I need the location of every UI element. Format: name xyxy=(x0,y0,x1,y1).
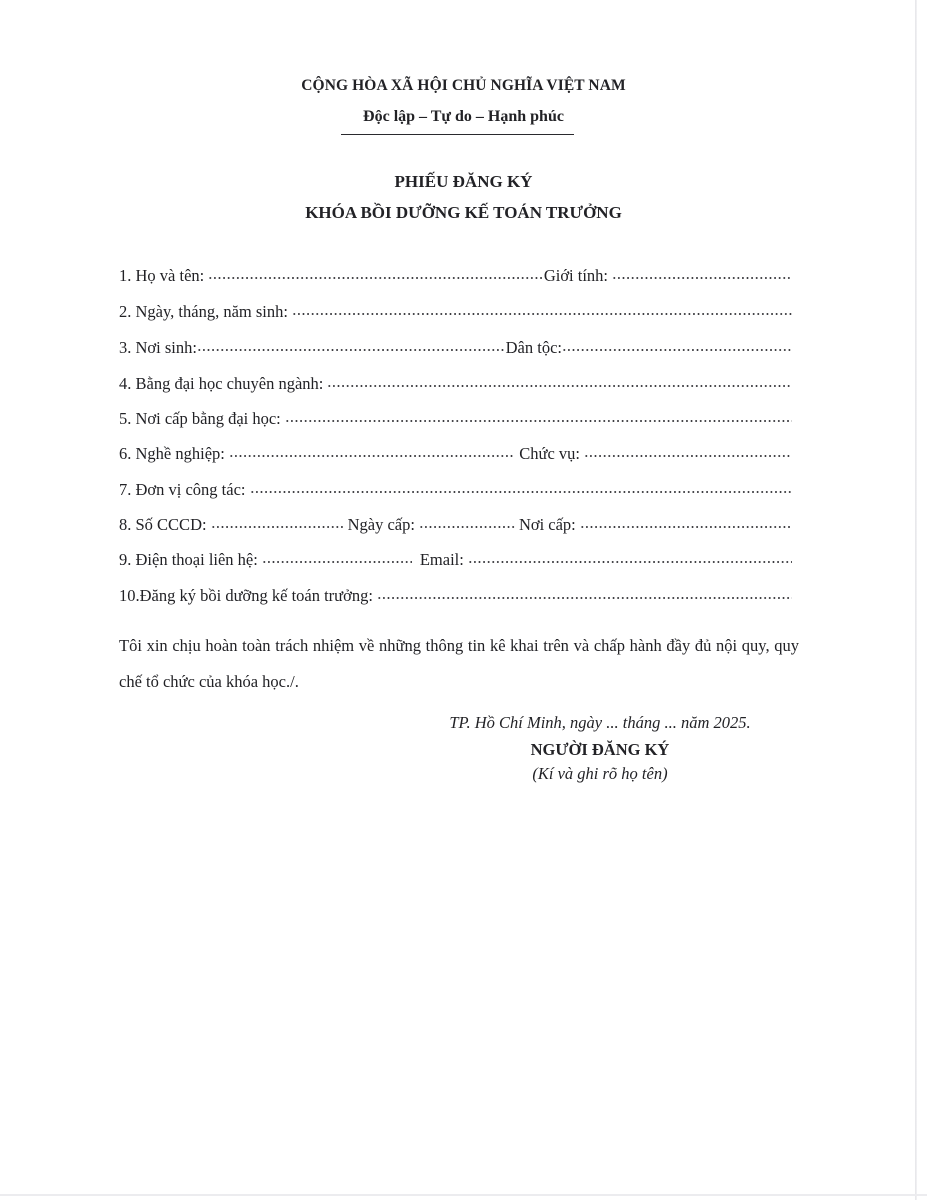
issue-place-field[interactable] xyxy=(580,525,792,529)
page-edge-shadow-bottom xyxy=(0,1194,927,1196)
ethnicity-label: Dân tộc: xyxy=(505,337,562,357)
degree-label: 4. Bằng đại học chuyên ngành: xyxy=(119,373,324,393)
sign-instruction: (Kí và ghi rõ họ tên) xyxy=(532,764,668,783)
issue-place-label: Nơi cấp: xyxy=(518,514,576,534)
ethnicity-field[interactable] xyxy=(562,348,792,352)
form-subtitle: KHÓA BỒI DƯỠNG KẾ TOÁN TRƯỞNG xyxy=(305,203,622,222)
issue-date-label: Ngày cấp: xyxy=(347,514,415,534)
declaration-text: Tôi xin chịu hoàn toàn trách nhiệm về những thông tin kê khai trên và chấp hành đầy đủ nội quy, quy chế tổ chức của khóa học./. xyxy=(119,636,799,691)
birth-place-label: 3. Nơi sinh: xyxy=(119,337,197,357)
birth-place-field[interactable] xyxy=(197,348,506,352)
signer-title: NGƯỜI ĐĂNG KÝ xyxy=(530,740,670,759)
field-row-7 xyxy=(119,476,792,498)
course-registration-field[interactable] xyxy=(377,596,792,600)
workplace-field[interactable] xyxy=(250,490,793,494)
field-row-2 xyxy=(119,298,792,320)
field-row-5 xyxy=(119,405,792,427)
field-row-4 xyxy=(119,370,792,392)
full-name-label: 1. Họ và tên: xyxy=(119,265,205,285)
issue-date-field[interactable] xyxy=(419,525,515,529)
gender-label: Giới tính: xyxy=(543,265,608,285)
place-date: TP. Hồ Chí Minh, ngày ... tháng ... năm 2025. xyxy=(449,713,751,732)
national-motto: Độc lập – Tự do – Hạnh phúc xyxy=(363,108,564,125)
field-row-10 xyxy=(119,582,792,604)
field-row-1 xyxy=(119,262,792,284)
birth-date-label: 2. Ngày, tháng, năm sinh: xyxy=(119,301,288,321)
motto-underline xyxy=(341,134,574,135)
national-title: CỘNG HÒA XÃ HỘI CHỦ NGHĨA VIỆT NAM xyxy=(301,77,626,94)
degree-issuer-field[interactable] xyxy=(285,419,792,423)
phone-field[interactable] xyxy=(262,560,412,564)
degree-issuer-label: 5. Nơi cấp bằng đại học: xyxy=(119,408,281,428)
form-title: PHIẾU ĐĂNG KÝ xyxy=(394,172,533,191)
id-number-label: 8. Số CCCD: xyxy=(119,514,207,534)
field-row-3 xyxy=(119,334,792,356)
position-field[interactable] xyxy=(584,454,792,458)
workplace-label: 7. Đơn vị công tác: xyxy=(119,479,246,499)
email-field[interactable] xyxy=(468,560,792,564)
phone-label: 9. Điện thoại liên hệ: xyxy=(119,549,258,569)
field-row-6 xyxy=(119,440,792,462)
field-row-9 xyxy=(119,546,792,568)
birth-date-field[interactable] xyxy=(292,312,792,316)
degree-field[interactable] xyxy=(327,384,792,388)
occupation-field[interactable] xyxy=(229,454,515,458)
gender-field[interactable] xyxy=(612,276,792,280)
email-label: Email: xyxy=(419,549,464,569)
field-row-8 xyxy=(119,511,792,533)
occupation-label: 6. Nghề nghiệp: xyxy=(119,443,225,463)
position-label: Chức vụ: xyxy=(519,443,580,463)
full-name-field[interactable] xyxy=(208,276,544,280)
course-registration-label: 10.Đăng ký bồi dưỡng kế toán trưởng: xyxy=(119,585,373,605)
id-number-field[interactable] xyxy=(211,525,344,529)
